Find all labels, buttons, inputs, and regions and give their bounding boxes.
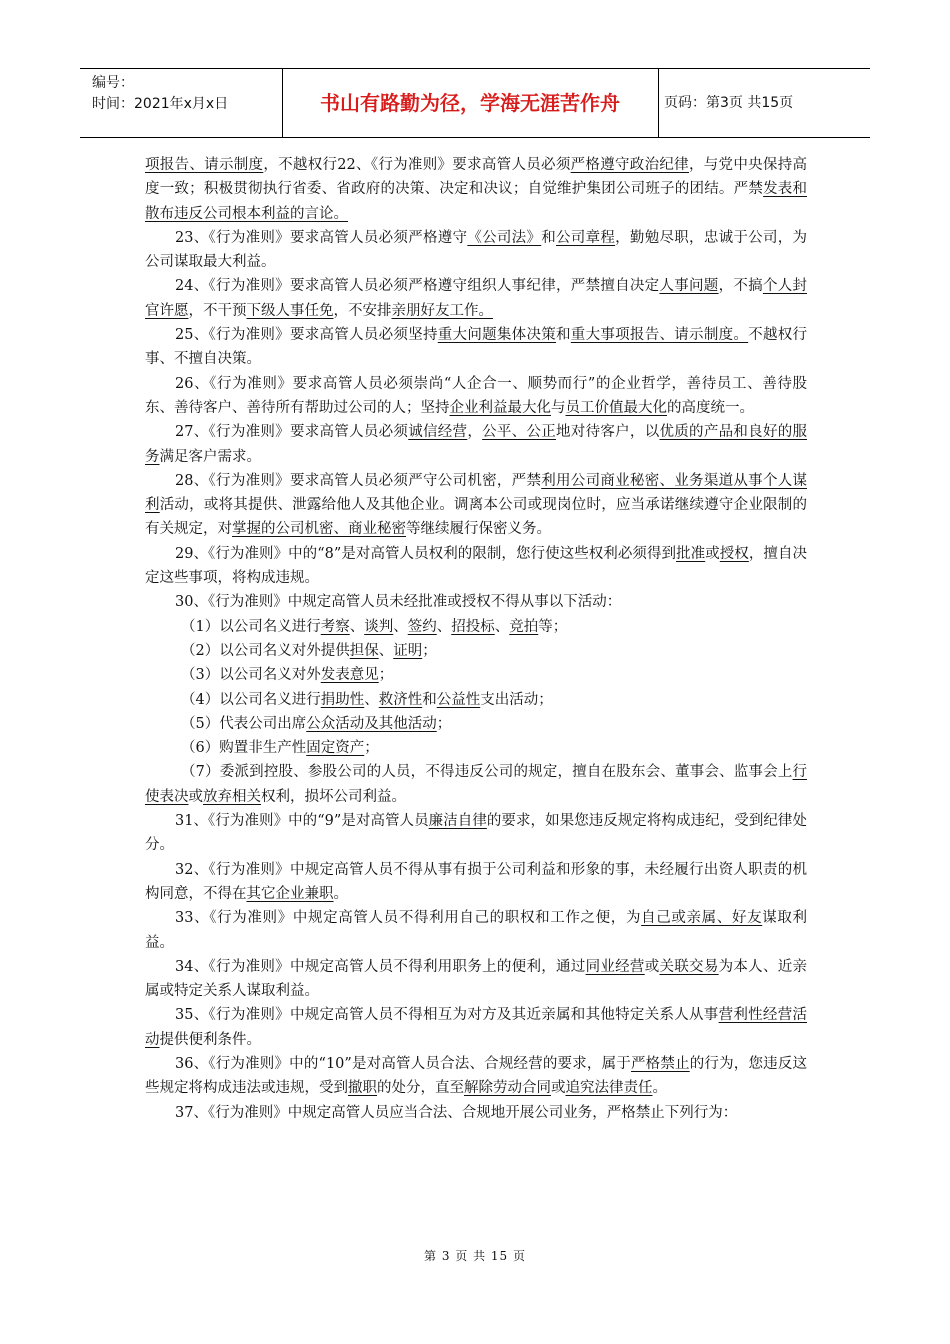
text-run: 或	[644, 958, 660, 975]
underlined-term: 《公司法》	[467, 229, 542, 246]
text-run: 等；	[538, 618, 568, 635]
underlined-term: 其它企业兼职	[246, 885, 334, 902]
text-run: ，不越权行22、《行为准则》要求高管人员必须	[263, 157, 571, 173]
paragraph	[145, 153, 807, 226]
paragraph	[145, 1003, 807, 1052]
underlined-term: 亲朋好友工作。	[391, 302, 493, 319]
text-run: 、	[436, 618, 452, 635]
underlined-term: 自己或亲属、好友	[641, 910, 763, 927]
doc-number-label: 编号：	[92, 75, 134, 91]
text-run: 和	[541, 229, 557, 246]
underlined-term: 发表意见	[320, 667, 379, 684]
text-run: 地对待客户，以	[556, 424, 660, 441]
underlined-term: 严格禁止	[630, 1055, 690, 1072]
underlined-term: 下级人事任免	[246, 302, 334, 319]
text-run: 和	[422, 691, 437, 708]
text-run: 23、《行为准则》要求高管人员必须严格遵守	[175, 229, 468, 246]
text-run: 24、《行为准则》要求高管人员必须严格遵守组织人事纪律，严禁擅自决定	[175, 278, 660, 295]
text-run: 31、《行为准则》中的“9”是对高管人员	[175, 813, 429, 830]
underlined-term: 公众活动及其他活动	[306, 715, 437, 732]
paragraph	[145, 469, 807, 542]
underlined-term: 追究法律责任	[565, 1080, 653, 1097]
text-run: 、	[364, 691, 379, 708]
text-run: 的要求，如果您违反规定将构成违纪，受到纪律处分。	[145, 813, 807, 854]
underlined-term: 竞拍	[509, 618, 539, 635]
underlined-term: 招投标	[451, 618, 495, 635]
text-run: 的行为，您违反这些规定将构成违法或违规，受到	[145, 1055, 808, 1097]
text-run: ，与党中央保持高度一致；积极贯彻执行省委、省政府的决策、决定和决议；自觉维护集团公司班子的团结。严禁	[145, 157, 808, 198]
text-run: 为本人、近亲属或特定关系人谋取利益。	[145, 958, 808, 1000]
header-meta	[92, 73, 228, 115]
paragraph	[145, 688, 807, 712]
paragraph	[145, 955, 807, 1004]
text-run: 25、《行为准则》要求高管人员必须坚持	[175, 327, 438, 344]
text-run: ，	[467, 424, 483, 441]
text-run: （4）以公司名义进行	[181, 691, 321, 708]
underlined-term: 个人封官许愿	[145, 278, 807, 319]
text-run: （2）以公司名义对外提供	[181, 642, 350, 659]
paragraph	[145, 1101, 807, 1125]
text-run: 33、《行为准则》中规定高管人员不得利用自己的职权和工作之便，为	[175, 910, 642, 927]
underlined-term: 批准	[676, 545, 706, 562]
underlined-term: 救济性	[378, 691, 423, 708]
header-page-info: 页码：第3页 共15页	[664, 95, 794, 111]
paragraph	[145, 542, 807, 591]
underlined-term: 放弃相关	[203, 788, 261, 805]
underlined-term: 项报告、请示制度	[145, 157, 264, 173]
text-run: （3）以公司名义对外	[181, 667, 321, 684]
text-run: 活动，或将其提供、泄露给他人及其他企业。调离本公司或现岗位时，应当承诺继续遵守企业限制的有关规定，对	[145, 497, 807, 538]
text-run: 与	[551, 399, 566, 416]
underlined-term: 发表和散布违反公司根本利益的言论。	[145, 181, 808, 222]
underlined-term: 固定资产	[306, 740, 365, 757]
paragraph	[145, 639, 807, 663]
underlined-term: 廉洁自律	[428, 813, 487, 830]
paragraph	[145, 590, 807, 614]
text-run: 34、《行为准则》中规定高管人员不得利用职务上的便利，通过	[175, 958, 586, 975]
underlined-term: 行使表决	[145, 764, 807, 805]
text-run: 权利，损坏公司利益。	[261, 788, 406, 805]
underlined-term: 严格遵守政治纪律	[570, 157, 689, 173]
text-run: 等继续履行保密义务。	[406, 521, 551, 538]
text-run: 的高度统一。	[667, 399, 754, 416]
text-run: （7）委派到控股、参股公司的人员，不得违反公司的规定，擅自在股东会、董事会、监事会上	[181, 764, 793, 781]
page-footer: 第 3 页 共 15 页	[424, 1249, 526, 1263]
text-run: ，不安排	[333, 302, 392, 319]
underlined-term: 营利性经营活动	[145, 1007, 807, 1048]
text-run: 、	[378, 642, 394, 659]
text-run: ；	[364, 740, 379, 757]
text-run: ，不搞	[718, 278, 763, 295]
text-run: 提供便利条件。	[159, 1031, 261, 1048]
text-run: 和	[556, 327, 571, 344]
underlined-term: 担保	[349, 642, 379, 659]
underlined-term: 考察	[320, 618, 350, 635]
text-run: 28、《行为准则》要求高管人员必须严守公司机密，严禁	[175, 472, 542, 489]
paragraph	[145, 615, 807, 639]
underlined-term: 撤职	[348, 1080, 377, 1097]
text-run: 谋取利益。	[145, 910, 808, 951]
text-run: 29、《行为准则》中的“8”是对高管人员权利的限制，您行使这些权利必须得到	[175, 545, 677, 562]
underlined-term: 关联交易	[659, 958, 719, 975]
paragraph	[145, 226, 807, 275]
text-run: 。	[652, 1080, 667, 1097]
text-run: ，不干预	[188, 302, 247, 319]
page-header	[80, 68, 870, 138]
underlined-term: 公司章程	[556, 229, 616, 246]
paragraph	[145, 712, 807, 736]
text-run: 或	[705, 545, 720, 562]
underlined-term: 掌握的公司机密、商业秘密	[232, 521, 406, 538]
underlined-term: 人事问题	[659, 278, 719, 295]
underlined-term: 员工价值最大化	[565, 399, 667, 416]
document-body	[145, 153, 807, 1125]
paragraph	[145, 323, 807, 372]
underlined-term: 捐助性	[320, 691, 365, 708]
underlined-term: 公益性	[436, 691, 481, 708]
paragraph	[145, 372, 807, 421]
underlined-term: 利用公司商业秘密、业务渠道从事个人谋利	[145, 472, 808, 514]
underlined-term: 签约	[407, 618, 437, 635]
underlined-term: 企业利益最大化	[449, 399, 551, 416]
text-run: 支出活动；	[480, 691, 553, 708]
text-run: 37、《行为准则》中规定高管人员应当合法、合规地开展公司业务，严格禁止下列行为：	[175, 1104, 738, 1121]
paragraph	[145, 809, 807, 858]
text-run: 26、《行为准则》要求高管人员必须崇尚“人企合一、顺势而行”的企业哲学，善待员工、善待股东、善待客户、善待所有帮助过公司的人；坚持	[145, 375, 807, 416]
text-run: 的处分，直至	[377, 1080, 464, 1097]
paragraph	[145, 858, 807, 907]
underlined-term: 重大问题集体决策	[437, 327, 557, 344]
paragraph	[145, 760, 807, 809]
text-run: ；	[378, 667, 394, 684]
paragraph	[145, 1052, 807, 1101]
underlined-term: 公平、公正	[482, 424, 557, 441]
underlined-term: 证明	[393, 642, 423, 659]
text-run: 35、《行为准则》中规定高管人员不得相互为对方及其近亲属和其他特定关系人从事	[175, 1007, 719, 1024]
underlined-term: 优质的产品和良好的服务	[145, 424, 808, 465]
text-run: ，勤勉尽职，忠诚于公司，为公司谋取最大利益。	[145, 229, 808, 271]
text-run: 或	[188, 788, 203, 805]
text-run: （1）以公司名义进行	[181, 618, 321, 635]
text-run: 不越权行事、不擅自决策。	[145, 327, 808, 368]
text-run: 27、《行为准则》要求高管人员必须	[175, 424, 409, 441]
text-run: 30、《行为准则》中规定高管人员未经批准或授权不得从事以下活动：	[175, 594, 622, 611]
text-run: 满足客户需求。	[159, 448, 261, 465]
text-run: 、	[349, 618, 365, 635]
text-run: ；	[422, 642, 437, 659]
text-run: 或	[551, 1080, 566, 1097]
underlined-term: 授权	[719, 545, 749, 562]
text-run: （6）购置非生产性	[181, 740, 307, 757]
underlined-term: 诚信经营	[408, 424, 468, 441]
underlined-term: 同业经营	[585, 958, 645, 975]
underlined-term: 解除劳动合同	[464, 1080, 551, 1097]
paragraph	[145, 736, 807, 760]
header-divider-right	[658, 69, 659, 137]
paragraph	[145, 274, 807, 323]
underlined-term: 谈判	[364, 618, 394, 635]
text-run: 32、《行为准则》中规定高管人员不得从事有损于公司利益和形象的事，未经履行出资人职责的机构同意，不得在	[145, 861, 807, 902]
text-run: ；	[436, 715, 452, 732]
text-run: 、	[494, 618, 510, 635]
date-label: 时间：2021年x月x日	[92, 96, 229, 112]
text-run: ，擅自决定这些事项，将构成违规。	[145, 545, 808, 587]
underlined-term: 重大事项报告、请示制度。	[570, 327, 749, 344]
header-motto: 书山有路勤为径，学海无涯苦作舟	[320, 91, 620, 115]
text-run: （5）代表公司出席	[181, 715, 307, 732]
text-run: 。	[333, 885, 348, 902]
paragraph	[145, 906, 807, 955]
paragraph	[145, 663, 807, 687]
text-run: 36、《行为准则》中的“10”是对高管人员合法、合规经营的要求，属于	[175, 1055, 631, 1072]
text-run: 、	[393, 618, 408, 635]
paragraph	[145, 420, 807, 469]
